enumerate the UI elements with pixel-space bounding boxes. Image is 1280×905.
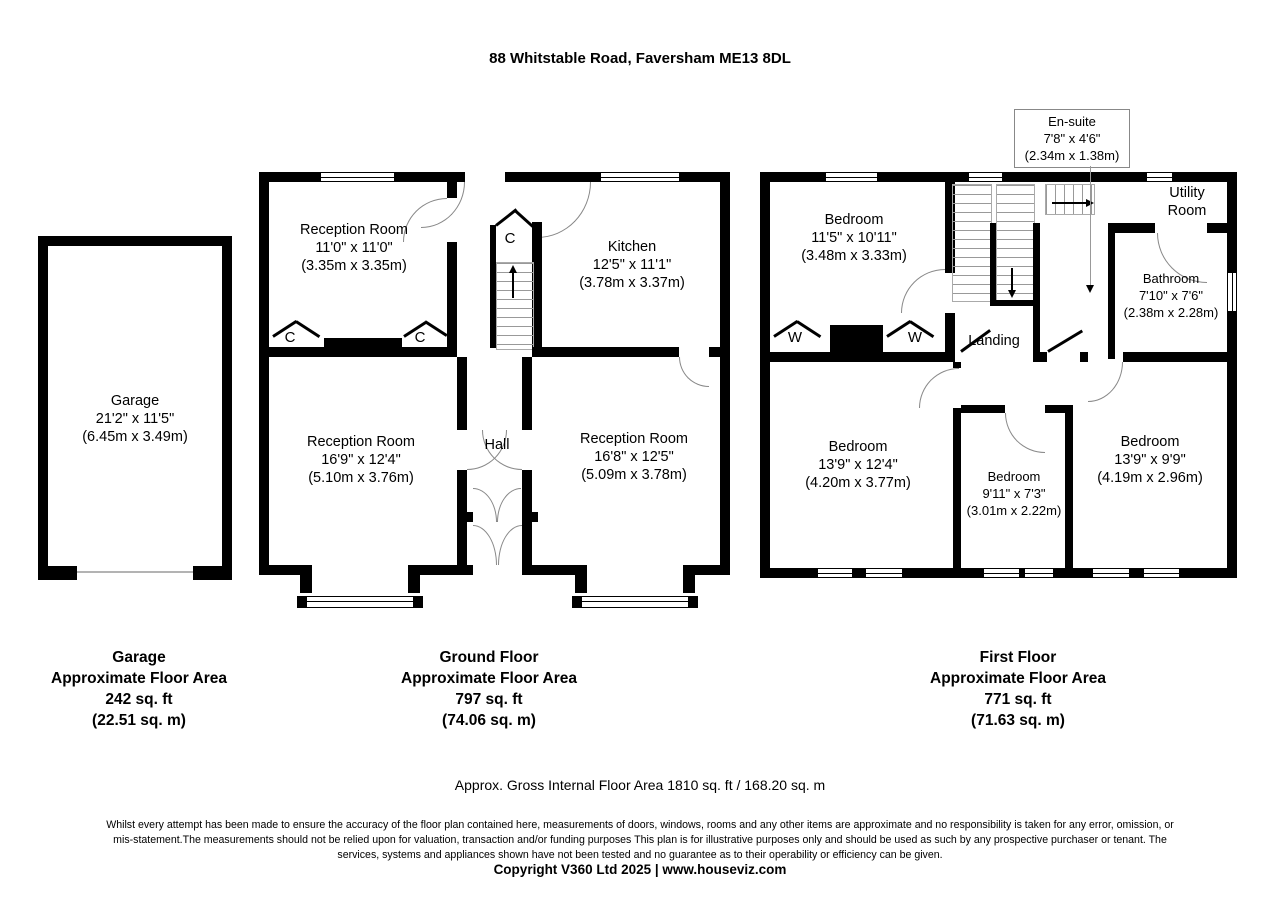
summary-sqft: 242 sq. ft [105, 691, 173, 708]
front-door-opening [473, 565, 522, 575]
room-size-metric: (3.35m x 3.35m) [301, 258, 407, 274]
room-label-garage [48, 392, 222, 446]
stairs [496, 262, 534, 350]
wardrobe-label: W [787, 329, 803, 346]
window [600, 172, 680, 182]
wall [770, 352, 955, 362]
cupboard-door-leaf [514, 209, 534, 227]
room-label-bedroom-bottom-middle [958, 468, 1070, 519]
ensuite-leader-line [1090, 166, 1091, 285]
chimney-breast [830, 325, 883, 352]
room-name: Bedroom [828, 439, 888, 455]
room-name: Bedroom [824, 212, 884, 228]
room-name: Reception Room [580, 431, 688, 447]
summary-sqm: (71.63 sq. m) [971, 712, 1065, 729]
summary-sqft: 771 sq. ft [984, 691, 1052, 708]
window [825, 172, 878, 182]
room-size-metric: (6.45m x 3.49m) [82, 429, 188, 445]
ground-floor-plan [259, 172, 730, 613]
room-size-metric: (3.78m x 3.37m) [579, 275, 685, 291]
summary-floor: Ground Floor [439, 649, 539, 666]
room-label-bathroom [1112, 270, 1230, 321]
cupboard-label: C [284, 329, 296, 346]
room-label-reception-top [264, 221, 444, 275]
wall [408, 565, 420, 593]
door-arc [679, 357, 709, 387]
wall [1227, 172, 1237, 578]
wall [447, 182, 457, 198]
bay-window [572, 596, 698, 608]
door-leaf [1047, 330, 1083, 353]
room-label-landing [956, 332, 1032, 350]
room-label-utility [1150, 184, 1224, 220]
room-size-metric: (5.09m x 3.78m) [581, 467, 687, 483]
room-size-imperial: 12'5" x 11'1" [592, 257, 672, 273]
door-arc [473, 488, 497, 522]
wall [300, 565, 312, 593]
window [1146, 172, 1173, 182]
summary-area-label: Approximate Floor Area [930, 670, 1106, 687]
room-size-metric: (3.01m x 2.22m) [966, 503, 1062, 518]
wall [961, 405, 1005, 413]
room-size-imperial: 13'9" x 12'4" [818, 457, 898, 473]
room-name: En-suite [1048, 114, 1096, 129]
stairs-direction-line [512, 272, 514, 298]
door-arc [537, 182, 591, 238]
bay-window [297, 596, 423, 608]
room-name: Reception Room [300, 222, 408, 238]
summary-sqft: 797 sq. ft [455, 691, 523, 708]
room-size-imperial: 11'5" x 10'11" [811, 230, 897, 246]
rear-door-opening [465, 172, 505, 182]
garage-summary [0, 647, 278, 731]
window [1024, 568, 1054, 578]
wall [1045, 405, 1065, 413]
room-size-imperial: 16'8" x 12'5" [594, 449, 674, 465]
room-name: Landing [968, 333, 1020, 349]
chimney-breast [324, 338, 402, 349]
room-label-kitchen [544, 238, 720, 292]
door-arc [497, 488, 521, 522]
cupboard-label: C [504, 230, 516, 247]
first-floor-plan [760, 172, 1237, 578]
room-size-metric: (5.10m x 3.76m) [308, 470, 414, 486]
summary-floor: First Floor [979, 649, 1057, 666]
door-arc [919, 368, 959, 408]
ground-floor-summary [349, 647, 629, 731]
first-floor-summary [878, 647, 1158, 731]
room-name: Kitchen [607, 239, 657, 255]
wall [193, 566, 232, 580]
summary-floor: Garage [112, 649, 166, 666]
wall [457, 512, 473, 522]
wall [522, 357, 532, 430]
wall [1033, 223, 1040, 352]
wall [990, 223, 996, 303]
wall [38, 236, 48, 580]
room-name: Utility Room [1167, 185, 1207, 219]
room-label-hall [459, 436, 535, 454]
garage-door-line [77, 571, 193, 573]
wall [38, 566, 77, 580]
wall [413, 596, 423, 608]
window [320, 172, 395, 182]
stairs-down-arrow [1008, 290, 1016, 298]
stairs-direction-line [1052, 202, 1086, 204]
wall [222, 236, 232, 580]
window [983, 568, 1020, 578]
room-label-bedroom-bottom-right [1075, 433, 1225, 487]
room-size-metric: (2.38m x 2.28m) [1123, 305, 1219, 320]
copyright-text: Copyright V360 Ltd 2025 | www.houseviz.com [493, 862, 787, 877]
stairs [996, 184, 1035, 302]
room-size-imperial: 13'9" x 9'9" [1114, 452, 1186, 468]
wall [447, 242, 457, 357]
wall [709, 347, 730, 357]
wall [1115, 223, 1155, 233]
wall [457, 357, 467, 430]
stairs-direction-line [1011, 268, 1013, 290]
door-arc [1088, 362, 1123, 402]
wall [990, 300, 1033, 306]
summary-area-label: Approximate Floor Area [51, 670, 227, 687]
window [817, 568, 853, 578]
door-arc [473, 525, 497, 565]
stairs [952, 184, 992, 302]
gross-area-text: Approx. Gross Internal Floor Area 1810 sq. ft / 168.20 sq. m [454, 777, 826, 793]
door-arc [1005, 413, 1045, 453]
wall [1123, 352, 1227, 362]
ensuite-callout [1014, 109, 1130, 168]
page-title: 88 Whitstable Road, Faversham ME13 8DL [489, 50, 791, 67]
room-label-bedroom-bottom-left [768, 438, 948, 492]
room-size-imperial: 9'11" x 7'3" [982, 486, 1046, 501]
wall [572, 596, 582, 608]
room-size-imperial: 7'8" x 4'6" [1043, 131, 1101, 146]
garage-plan [38, 236, 232, 580]
room-size-imperial: 7'10" x 7'6" [1138, 288, 1204, 303]
bay-opening [587, 565, 683, 575]
window [865, 568, 903, 578]
room-label-reception-left [271, 433, 451, 487]
wall [457, 470, 467, 575]
room-name: Reception Room [307, 434, 415, 450]
wall [297, 596, 307, 608]
wall [1207, 223, 1227, 233]
disclaimer-text: Whilst every attempt has been made to ensure the accuracy of the floor plan contained here, measurements of doors, windows, rooms and any other items are approximate and no responsibility is taken for any error, omission, or mis-statement.The measurements should not be relied upon for valuation, transaction and/or funding purposes This plan is for illustrative purposes only and should be used as such by any prospective purchaser or tenant. The services, systems and appliances shown have not been tested and no guarantee as to their operability or efficiency can be given. [106, 819, 1174, 861]
wall [532, 347, 679, 357]
wall [522, 512, 538, 522]
summary-sqm: (74.06 sq. m) [442, 712, 536, 729]
cupboard-label: C [414, 329, 426, 346]
room-name: Hall [484, 437, 510, 453]
door-arc [498, 525, 522, 565]
room-size-imperial: 16'9" x 12'4" [321, 452, 401, 468]
wall [522, 470, 532, 575]
room-name: Garage [110, 393, 160, 409]
room-size-metric: (4.19m x 2.96m) [1097, 470, 1203, 486]
room-size-metric: (4.20m x 3.77m) [805, 475, 911, 491]
wall [720, 172, 730, 575]
room-size-imperial: 21'2" x 11'5" [95, 411, 175, 427]
window [968, 172, 1003, 182]
room-size-metric: (3.48m x 3.33m) [801, 248, 907, 264]
room-label-reception-right [544, 430, 724, 484]
room-size-imperial: 11'0" x 11'0" [315, 240, 393, 256]
wall [1080, 352, 1088, 362]
room-size-metric: (2.34m x 1.38m) [1024, 148, 1120, 163]
window [1143, 568, 1180, 578]
wall [38, 236, 232, 246]
room-label-bedroom-top-left [768, 211, 940, 265]
wall [683, 565, 695, 593]
wall [688, 596, 698, 608]
bay-opening [312, 565, 408, 575]
summary-sqm: (22.51 sq. m) [92, 712, 186, 729]
wall [1033, 352, 1047, 362]
ensuite-leader-arrow [1086, 285, 1094, 293]
wall [575, 565, 587, 593]
summary-area-label: Approximate Floor Area [401, 670, 577, 687]
room-name: Bedroom [1120, 434, 1180, 450]
wardrobe-label: W [907, 329, 923, 346]
window [1092, 568, 1130, 578]
stairs-up-arrow [509, 265, 517, 273]
room-name: Bedroom [987, 469, 1041, 484]
door-arc [901, 269, 945, 313]
room-name: Bathroom [1142, 271, 1200, 286]
